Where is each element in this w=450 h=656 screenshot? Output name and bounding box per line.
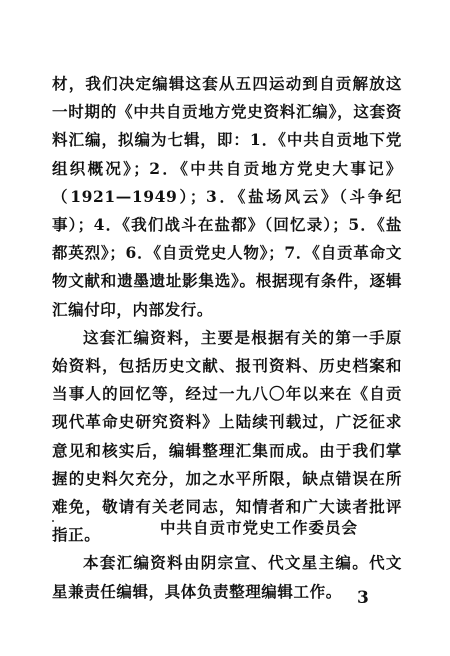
page-number: 3: [357, 588, 369, 608]
stray-mark: [52, 520, 54, 522]
signature: 中共自贡市党史工作委员会: [160, 518, 359, 537]
paragraph-3: 本套汇编资料由阴宗宣、代文星主编。代文星兼责任编辑，具体负责整理编辑工作。: [52, 553, 402, 601]
paragraph-1: 材，我们决定编辑这套从五四运动到自贡解放这一时期的《中共自贡地方党史资料汇编》，这套资料汇编，拟编为七辑，即：1．《中共自贡地下党组织概况》；2．《中共自贡地方党史大事记》（1921—1949）；3．《盐场风云》（斗争纪事）；4．《我们战斗在盐都》（回忆录）；5．《盐都英烈》；6．《自贡党史人物》；7．《自贡革命文物文献和遗墨遗址影集选》。根据现有条件，逐辑汇编付印，内部发行。: [52, 74, 402, 319]
paragraph-2: 这套汇编资料，主要是根据有关的第一手原始资料，包括历史文献、报刊资料、历史档案和当事人的回忆等，经过一九八〇年以来在《自贡现代革命史研究资料》上陆续刊载过，广泛征求意见和核实后，编辑整理汇集而成。由于我们掌握的史料欠充分，加之水平所限，缺点错误在所难免，敬请有关老同志，知情者和广大读者批评指正。: [52, 327, 402, 545]
